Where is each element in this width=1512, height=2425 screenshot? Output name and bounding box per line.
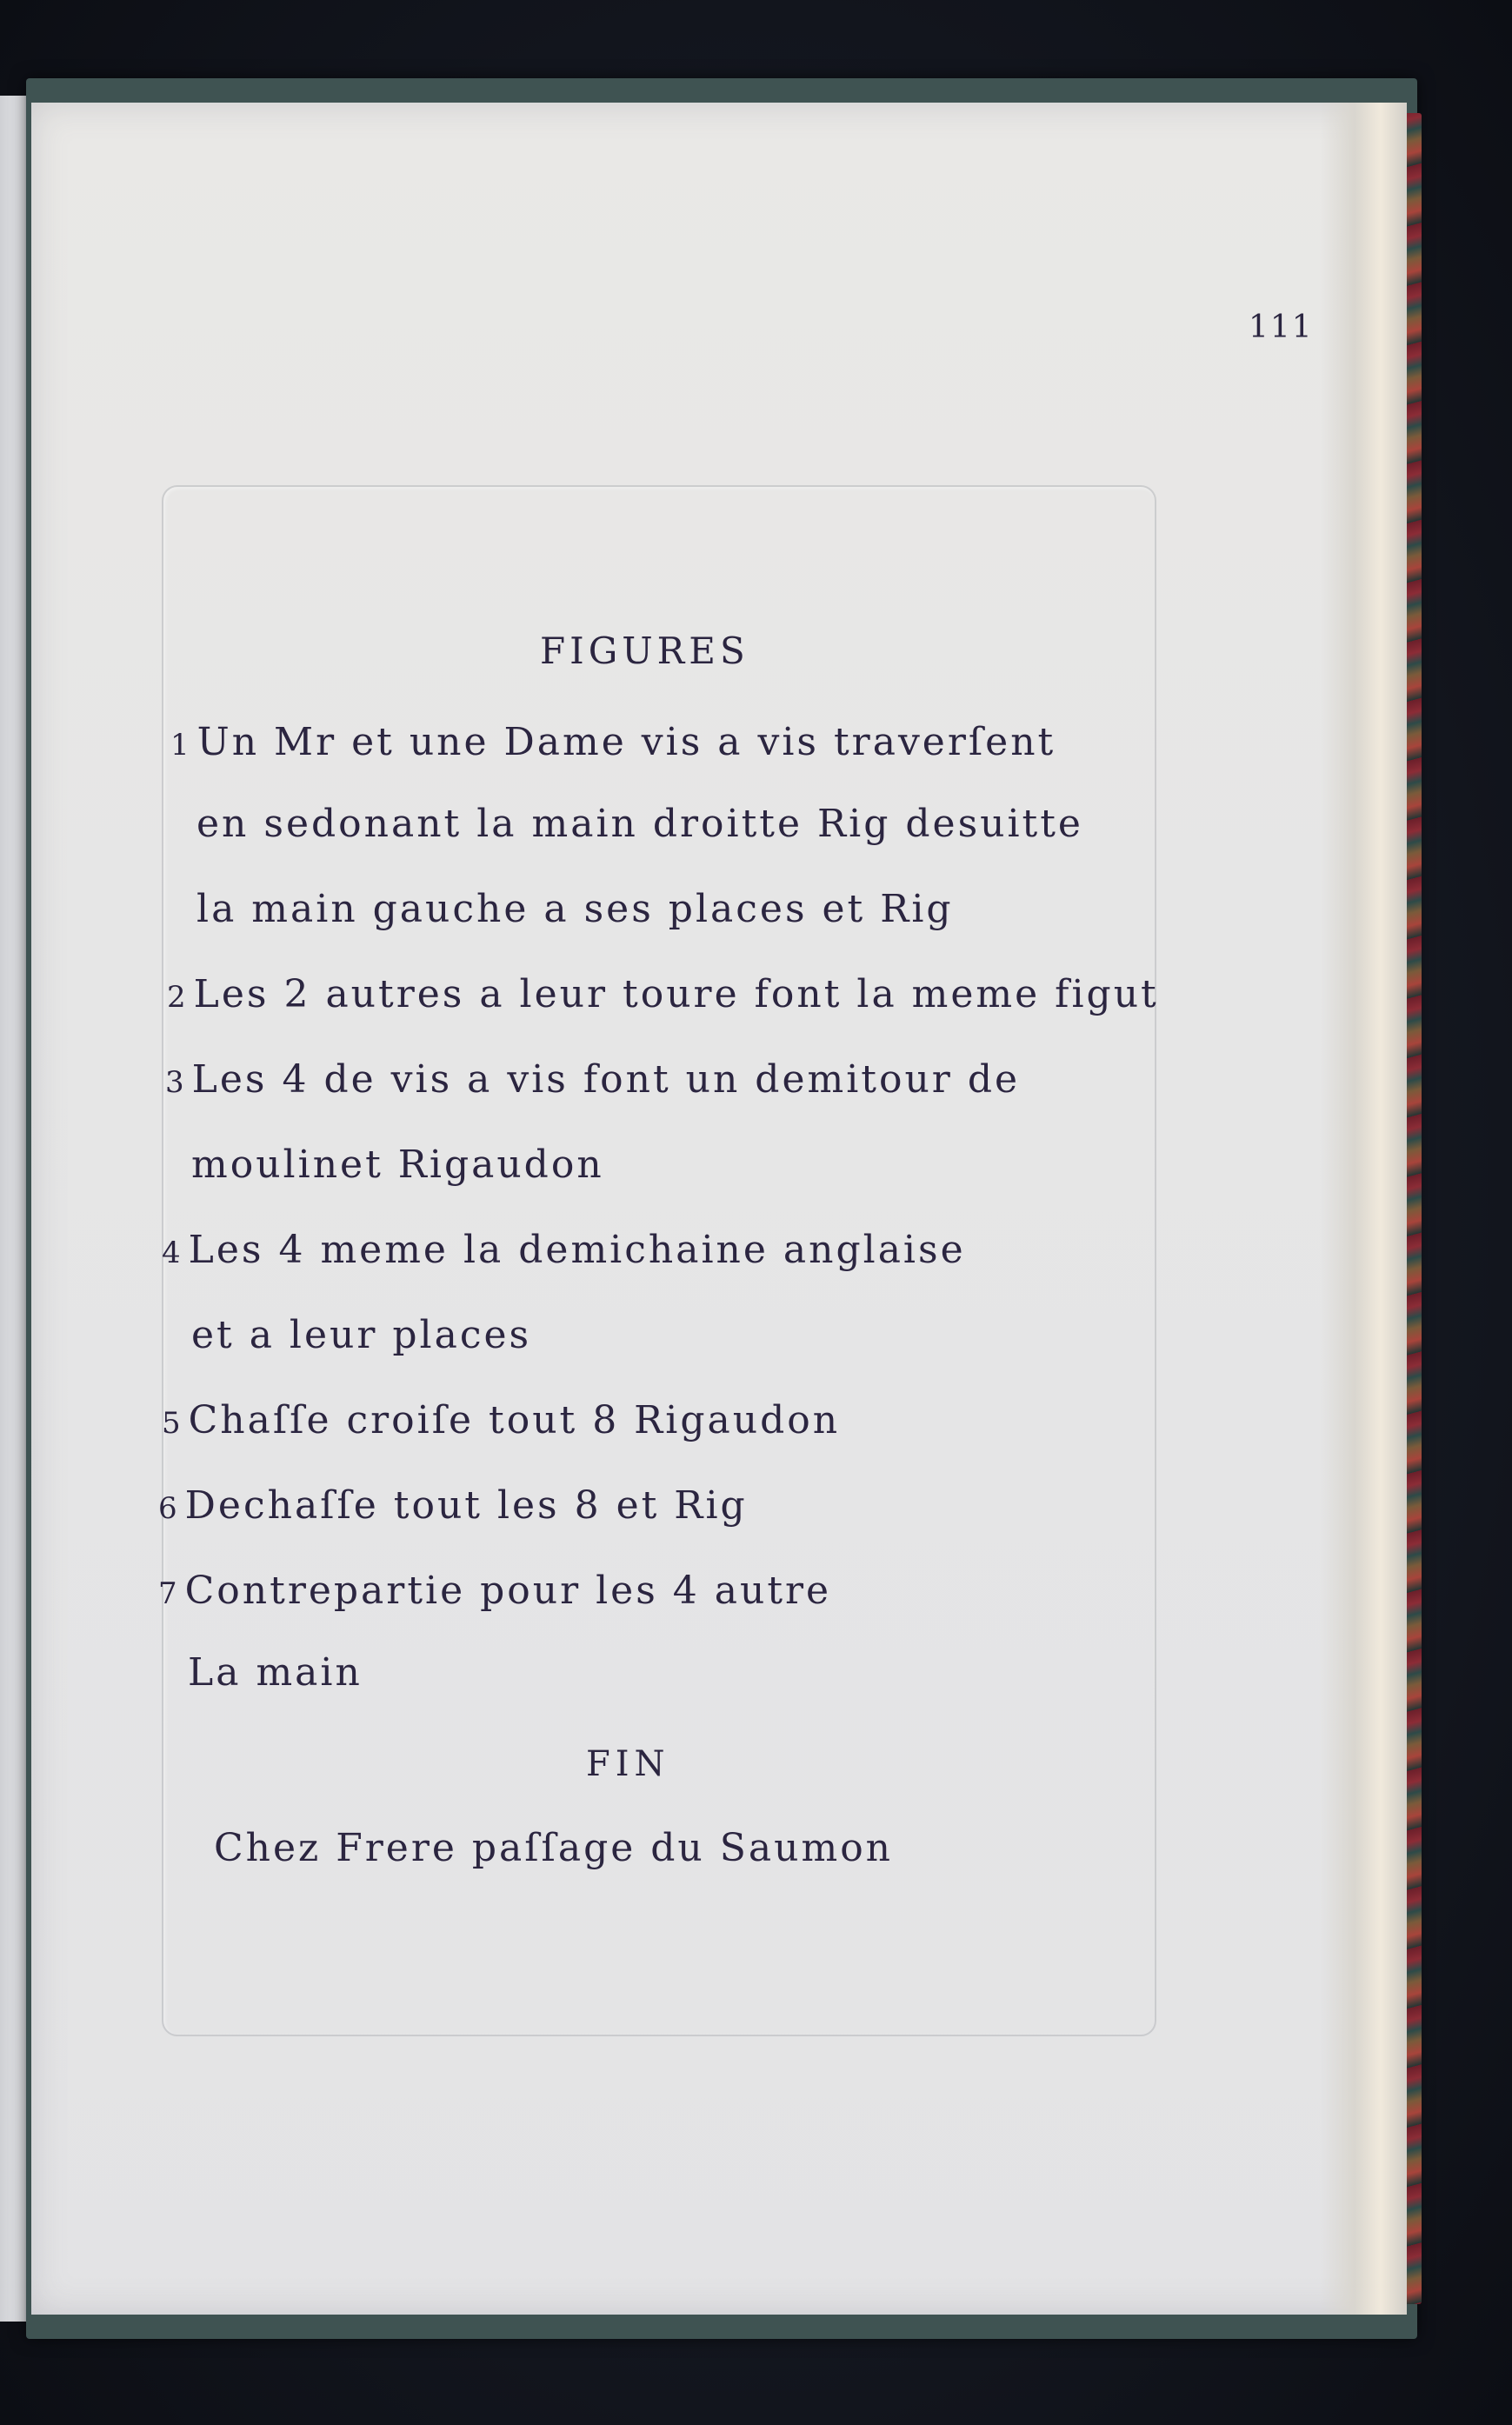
- figure-text: Les 2 autres a leur toure font la meme figut: [193, 972, 1159, 1016]
- figure-text: la main gauche a ses places et Rig: [196, 887, 954, 931]
- figure-number: 3: [165, 1065, 187, 1100]
- imprint-line: Chez Frere paſſage du Saumon: [214, 1826, 894, 1870]
- figure-text: Chaſſe croiſe tout 8 Rigaudon: [188, 1398, 841, 1442]
- figure-text: Les 4 meme la demichaine anglaise: [188, 1228, 966, 1272]
- figure-line: [162, 1398, 841, 1442]
- figure-line: [162, 1228, 966, 1272]
- figure-line: [165, 1057, 1021, 1102]
- figure-number: 1: [170, 728, 192, 763]
- figure-number: 2: [167, 980, 189, 1015]
- figure-number: 7: [158, 1576, 180, 1611]
- figure-line: [196, 802, 1083, 846]
- figure-text: Dechaſſe tout les 8 et Rig: [184, 1483, 748, 1528]
- page-title: FIGURES: [540, 630, 749, 672]
- figure-line: [191, 1313, 532, 1357]
- figure-line: [158, 1483, 748, 1528]
- figure-line: [170, 720, 1056, 764]
- page-fore-edge: [1320, 103, 1407, 2315]
- figure-text: Un Mr et une Dame vis a vis traverſent: [196, 720, 1056, 764]
- figure-text: La main: [188, 1650, 363, 1695]
- figure-line: [158, 1569, 832, 1613]
- page-number: 111: [1249, 310, 1314, 345]
- figure-line: [167, 972, 1159, 1016]
- figure-number: 5: [162, 1406, 183, 1441]
- figure-text: et a leur places: [191, 1313, 532, 1357]
- figure-text: Les 4 de vis a vis font un demitour de: [191, 1057, 1021, 1102]
- figure-text: en sedonant la main droitte Rig desuitte: [196, 802, 1083, 846]
- figure-number: 4: [162, 1236, 183, 1270]
- figure-line: [196, 887, 954, 931]
- engraved-text: [31, 103, 1407, 2315]
- figure-text: Contrepartie pour les 4 autre: [184, 1569, 832, 1613]
- figure-number: 6: [158, 1491, 180, 1526]
- figure-text: moulinet Rigaudon: [191, 1143, 604, 1187]
- book-page: [31, 103, 1407, 2315]
- fin-label: FIN: [586, 1744, 670, 1784]
- figure-line: [191, 1143, 604, 1187]
- figure-line: [188, 1650, 363, 1695]
